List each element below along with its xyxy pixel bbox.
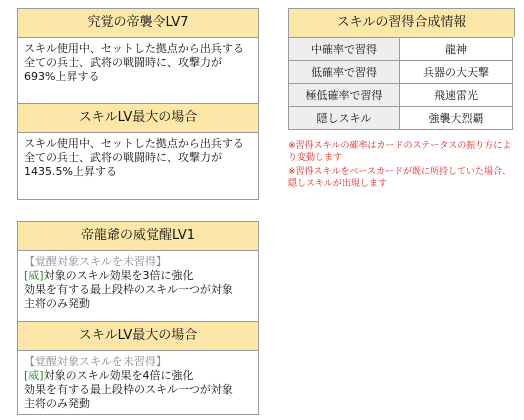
awaken-tag: [威] bbox=[24, 269, 44, 282]
max-awaken-line-2: 効果を有する最上段枠のスキル一つが対象 bbox=[24, 383, 233, 396]
synthesis-row-label: 低確率で習得 bbox=[289, 61, 400, 84]
max-awaken-line-3: 主将のみ発動 bbox=[24, 397, 90, 410]
synthesis-row-label: 極低確率で習得 bbox=[289, 84, 400, 107]
synthesis-row-value: 兵器の大天撃 bbox=[400, 61, 513, 84]
synthesis-note-2: ※習得スキルをベースカードが既に所持していた場合、隠しスキルが出現します bbox=[288, 167, 512, 189]
synthesis-row-value: 強襲大烈覇 bbox=[400, 107, 513, 130]
synthesis-row bbox=[289, 61, 513, 84]
skill-card-2 bbox=[17, 221, 259, 415]
awaken-requirement-label: 【覚醒対象スキルを未習得】 bbox=[24, 255, 167, 268]
skill-card-2-max-header: スキルLV最大の場合 bbox=[18, 321, 258, 351]
synthesis-note-1: ※習得スキルの確率はカードのステータスの振り方により変動します bbox=[288, 141, 512, 163]
max-awaken-line-1-text: 対象のスキル効果を4倍に強化 bbox=[43, 369, 194, 382]
skill-card-1 bbox=[17, 8, 259, 200]
skill-card-1-desc: スキル使用中、セットした拠点から出兵する全ての兵士、武将の戦闘時に、攻撃力が693%上昇する bbox=[24, 42, 244, 83]
max-awaken-requirement-label: 【覚醒対象スキルを未習得】 bbox=[24, 355, 167, 368]
synthesis-row-label: 隠しスキル bbox=[289, 107, 400, 130]
max-awaken-tag: [威] bbox=[24, 369, 44, 382]
synthesis-row bbox=[289, 84, 513, 107]
skill-card-1-max-header: スキルLV最大の場合 bbox=[18, 103, 258, 133]
awaken-line-2: 効果を有する最上段枠のスキル一つが対象 bbox=[24, 283, 233, 296]
synthesis-row-label: 中確率で習得 bbox=[289, 38, 400, 61]
awaken-line-1 bbox=[24, 269, 252, 283]
synthesis-row-value: 龍神 bbox=[400, 38, 513, 61]
skill-card-2-desc bbox=[18, 251, 258, 321]
synthesis-table bbox=[288, 37, 513, 130]
synthesis-title: スキルの習得合成情報 bbox=[289, 9, 514, 37]
max-awaken-line-1 bbox=[24, 369, 252, 383]
skill-card-2-max-desc bbox=[18, 351, 258, 415]
synthesis-title-box bbox=[288, 8, 515, 37]
synthesis-row-value: 飛速雷光 bbox=[400, 84, 513, 107]
skill-card-1-max-desc: スキル使用中、セットした拠点から出兵する全ての兵士、武将の戦闘時に、攻撃力が1435.5%上昇する bbox=[24, 137, 244, 178]
synthesis-row bbox=[289, 38, 513, 61]
skill-card-2-title: 帝龍爺の威覚醒LV1 bbox=[18, 222, 258, 251]
skill-card-1-title: 究覚の帝襲令LV7 bbox=[18, 9, 258, 38]
synthesis-row bbox=[289, 107, 513, 130]
awaken-line-1-text: 対象のスキル効果を3倍に強化 bbox=[43, 269, 194, 282]
awaken-line-3: 主将のみ発動 bbox=[24, 297, 90, 310]
